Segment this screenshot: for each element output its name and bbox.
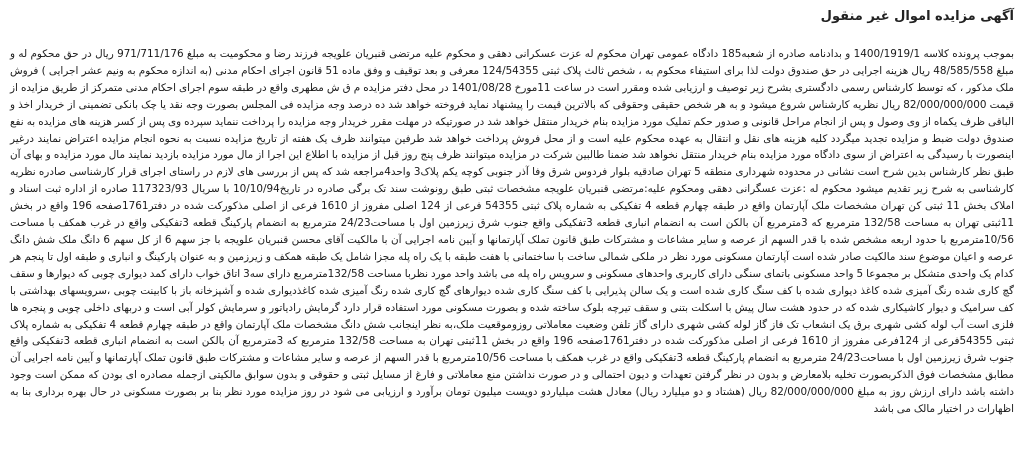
notice-body: بموجب پرونده کلاسه 1400/1919/1 و بدادنامه صادره از شعبه185 دادگاه عمومی تهران محکوم له عزت عسکرانی دهقی و محکوم علیه مرتضی قنبریان علویجه فرزند رضا و محکومیت به مبلغ 971/711/176 ریال در حق محکوم له و مبلغ 48/585/558 ریال هزینه اجرایی در حق صندوق دولت لذا برای استیفاء محکوم به ، شخص ثالث پلاک ثبتی 124/54355 معرفی و بعد توقیف و وفق ماده 51 قانون اجرای احکام مدنی (به اندازه محکوم به ونیم عشر اجرایی ) فروش ملک مذکور ، که توسط کارشناس رسمی دادگستری بشرح زیر توصیف و ارزیابی شده ومقرر است در ساعت 11مورخ 1401/08/28 در محل دفتر مزایده م ق ش مطهری واقع در طبقه سوم اجرای احکام مدنی متمرکز از طریق مزایده از قیمت 82/000/000/000 ریال نظریه کارشناس شروع میشود و به هر شخص حقیقی وحقوقی که بالاترین قیمت را پیشنهاد نماید فروخته خواهد شد ده درصد وجه مزایده فی المجلس بصورت وجه نقد یا چک بانکی تضمینی از خریدار اخذ و الباقی ظرف یکماه از وی وصول و پس از انجام مراحل قانونی و صدور حکم تملیک مورد مزایده بنام خریدار منتقل خواهد شد در صورتیکه در مهلت مقرر خریدار وجه مزایده را پرداخت ننماید سپرده وی پس از کسر هزینه های مزایده به نفع صندوق دولت ضبط و مزایده تجدید میگردد کلیه هزینه های نقل و انتقال به عهده محکوم علیه است و از محل فروش پرداخت خواهد شد طرفین میتوانند ظرف یک هفته از تاریخ مزایده نسبت به نحوه انجام مزایده اعتراض نمایند درغیر اینصورت با رسیدگی به اعتراض از سوی دادگاه مورد مزایده بنام خریدار منتقل نخواهد شد ضمنا طالبین شرکت در مزایده میتوانند ظرف پنج روز قبل از مزایده با اطلاع این اجرا از مال مورد مزایده بازدید نمایند مال مورد مزایده و بهای آن طبق نظر کارشناس بدین شرح است نشانی در محدوده شهرداری منطقه 5 تهران صادقیه بلوار فردوس شرق وفا آذر جنوبی کوچه یکم پلاک3 واحد4مراجعه شد که پس از بررسی های لازم در راستای اجرای قرار کارشناسی صادره نظریه کارشناسی به شرح زیر تقدیم میشود محکوم له :عزت عسگرانی دهقی ومحکوم علیه:مرتضی قنبریان علویجه مشخصات ثبتی طبق رونوشت سند تک برگی صادره در تاریخ10/10/94 با سریال 117323/93 صادره از اداره ثبت اسناد و املاک بخش 11 ثبتی کن تهران مشخصات ملک آپارتمان واقع در طبقه چهارم قطعه 4 تفکیکی به شماره پلاک ثبتی 54355 فرعی از 124 اصلی مفروز از 1610 فرعی از اصلی مذکورکت شده در دفتر1761صفحه 196 واقع در بخش 11ثبتی تهران به مساحت 132/58 مترمربع که 3مترمربع آن بالکن است به انضمام انباری قطعه 3تفکیکی واقع جنوب شرق زیرزمین اول با مساحت24/23 مترمربع به انضمام پارکینگ قطعه 3تفکیکی واقع در غرب همکف با مساحت 10/56مترمربع با حدود اربعه مشخص شده با قدر السهم از عرصه و سایر مشاعات و مشترکات طبق قانون تملک آپارتمانها و آیین نامه اجرایی آن با مالکیت آقای محسن قنبریان علویجه با جز سهم 6 از کل سهم 6 دانگ ملک شش دانگ عرصه و اعیان موضوع سند مالکیت صادر شده است آپارتمان مسکونی مورد نظر در ملکی شمالی ساخت با ساختمانی با هفت طبقه با یک راه پله مجزا شامل یک طبقه همکف و زیرزمین و به عنوان پارکینگ و انباری و طبقه اول تا پنجم هر کدام یک واحدی متشکل بر مجموعا 5 واحد مسکونی باتمای سنگی دارای کاربری واحدهای مسکونی و سرویس راه پله می باشد واحد مورد نظربا مساحت 132/58مترمربع دارای سه3 اتاق خواب دارای کمد دیواری چوبی که دیوارها و سقف گچ کاری شده رنگ آمیزی شده کاغذ دیواری شده با کف سنگ کاری شده است و یک سالن پذیرایی با کف سنگ کاری شده دیوارهای گچ کاری شده رنگ آمیزی شده کاغذدیواری شده و آشپزخانه باز با کابینت چوبی ،سرویسهای بهداشتی با کف سرامیک و دیوار کاشیکاری شده که در حدود هشت سال پیش با اسکلت بتنی و سقف تیرچه بلوک ساخته شده و بصورت مسکونی مورد استفاده قرار دارد گرمایش رادیاتور و سرمایش کولر آبی است و دربهای داخلی چوبی و پنجره ها فلزی است آب لوله کشی شهری برق یک انشعاب تک فاز گاز لوله کشی شهری دارای گاز تلفن وضعیت معاملاتی روزوموقعیت ملک،به نظر اینجانب شش دانگ مشخصات ملک آپارتمان واقع در طبقه چهارم قطعه 4 تفکیکی به شماره پلاک ثبتی 54355فرعی از 124فرعی مفروز از 1610 فرعی از اصلی مذکورکت شده در دفتر1761صفحه 196 واقع در بخش 11ثبتی تهران به مساحت 132/58 مترمربع که 3مترمربع آن بالکن است به انضمام انباری قطعه 3تفکیکی واقع جنوب شرق زیرزمین اول با مساحت24/23 مترمربع به انضمام پارکینگ قطعه 3تفکیکی واقع در غرب همکف با مساحت 10/56مترمربع با قدر السهم از عرصه و سایر مشاعات و مشترکات طبق قانون تملک آپارتمانها و آیین نامه اجرایی آن مطابق مشخصات فوق الذکربصورت تخلیه بلامعارض و بدون در نظر گرفتن تعهدات و دیون احتمالی و در صورت نداشتن منع معاملاتی و فارغ از مسایل ثبتی و حقوقی و بدون سوابق مالکیتی ازجمله مصادره ای بودن که ممکن است وجود داشته باشد دارای ارزش روز به مبلغ 82/000/000/000 ریال (هشتاد و دو میلیارد ریال) معادل هشت میلیاردو دویست میلیون تومان برآورد و ارزیابی می شود در روز مزایده مورد نظر بنا بر بصورت مسکونی در حال بهره برداری بنا به اظهارات در اختیار مالک می باشد xyxy=(10,48,1015,416)
notice-title: آگهی مزایده اموال غیر منقول xyxy=(820,9,1014,24)
